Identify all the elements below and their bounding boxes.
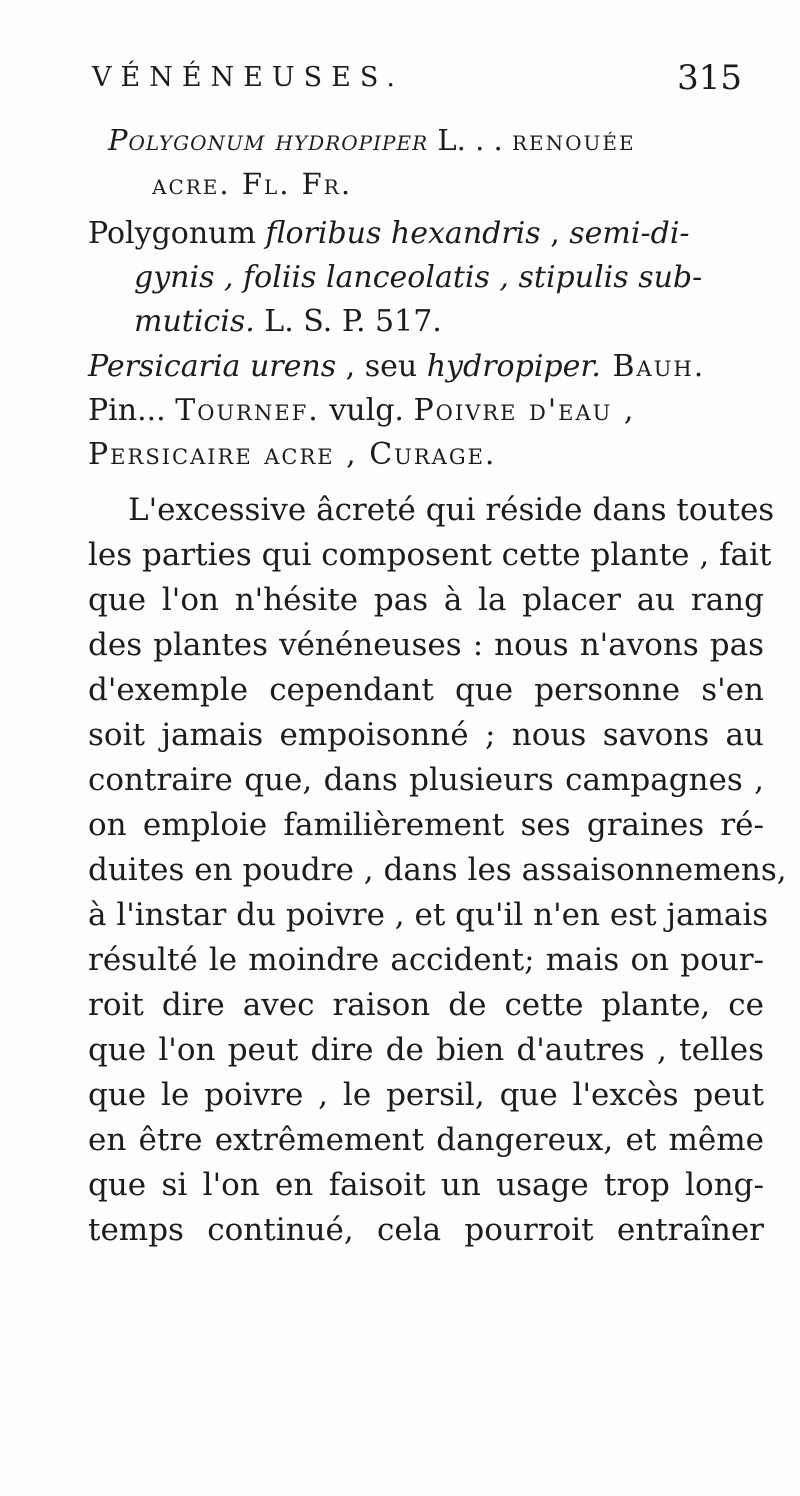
text-line: roit dire avec raison de cette plante, ce bbox=[88, 987, 764, 1023]
running-head bbox=[92, 58, 742, 102]
text-line: résulté le moindre accident; mais on pour- bbox=[88, 942, 764, 978]
synonymy-line bbox=[88, 300, 764, 344]
diagnosis-text: gynis , foliis lanceolatis , stipulis sub- bbox=[134, 260, 703, 295]
synonymy-line bbox=[88, 345, 764, 389]
diagnosis-text: muticis. bbox=[134, 304, 255, 339]
french-name: renouée bbox=[511, 123, 636, 157]
genus-name: Polygonum bbox=[88, 216, 266, 251]
text-line: que l'on n'hésite pas à la placer au rang bbox=[88, 582, 764, 618]
text-line: contraire que, dans plusieurs campagnes , bbox=[88, 762, 764, 798]
text-line: soit jamais empoisonné ; nous savons au bbox=[88, 717, 764, 753]
text-line: duites en poudre , dans les assaisonnemens, bbox=[88, 852, 787, 888]
synonym-name: hydropiper. bbox=[426, 349, 601, 384]
vernacular-name: Poivre d'eau , bbox=[413, 393, 636, 428]
entry-heading-line-1 bbox=[108, 118, 754, 162]
punctuation: , bbox=[540, 216, 570, 251]
synonymy-line bbox=[88, 212, 764, 256]
synonymy-line bbox=[88, 433, 764, 477]
linnaean-synonymy bbox=[88, 212, 764, 344]
synonymy-line bbox=[88, 389, 764, 433]
reference: Pin... bbox=[88, 393, 176, 428]
text-line: que si l'on en faisoit un usage trop long- bbox=[88, 1167, 764, 1203]
synonym-name: Persicaria urens bbox=[88, 349, 337, 384]
text-line: L'excessive âcreté qui réside dans toutes bbox=[128, 492, 775, 528]
reference: L. S. P. 517. bbox=[254, 304, 442, 339]
connector: vulg. bbox=[319, 393, 414, 428]
page-number: 315 bbox=[677, 58, 742, 98]
authority: L. . . bbox=[437, 123, 503, 157]
running-head-title: VÉNÉNEUSES. bbox=[92, 62, 404, 93]
connector: , seu bbox=[336, 349, 427, 384]
text-line: on emploie familièrement ses graines ré- bbox=[88, 807, 764, 843]
text-line: que l'on peut dire de bien d'autres , telles bbox=[88, 1032, 764, 1068]
vernacular-name: Persicaire acre , Curage. bbox=[88, 437, 497, 472]
author-ref: Tournef. bbox=[175, 393, 320, 428]
bauhin-synonymy bbox=[88, 345, 764, 477]
text-line: en être extrêmement dangereux, et même bbox=[88, 1122, 764, 1158]
author-ref: Bauh. bbox=[600, 349, 706, 384]
latin-name: Polygonum hydropiper bbox=[108, 123, 429, 157]
text-line: des plantes vénéneuses : nous n'avons pas bbox=[88, 627, 764, 663]
text-line: d'exemple cependant que personne s'en bbox=[88, 672, 764, 708]
diagnosis-text: floribus hexandris bbox=[265, 216, 541, 251]
entry-heading bbox=[108, 118, 754, 206]
diagnosis-text: semi-di- bbox=[569, 216, 690, 251]
synonymy-line bbox=[88, 256, 764, 300]
text-line: temps continué, cela pourroit entraîner bbox=[88, 1212, 764, 1248]
body-paragraph bbox=[88, 488, 787, 1253]
text-line: les parties qui composent cette plante , fait bbox=[88, 537, 772, 573]
text-line: que le poivre , le persil, que l'excès peut bbox=[88, 1077, 764, 1113]
text-line: à l'instar du poivre , et qu'il n'en est jamais bbox=[88, 897, 769, 933]
entry-heading-line-2: acre. Fl. Fr. bbox=[152, 167, 353, 201]
